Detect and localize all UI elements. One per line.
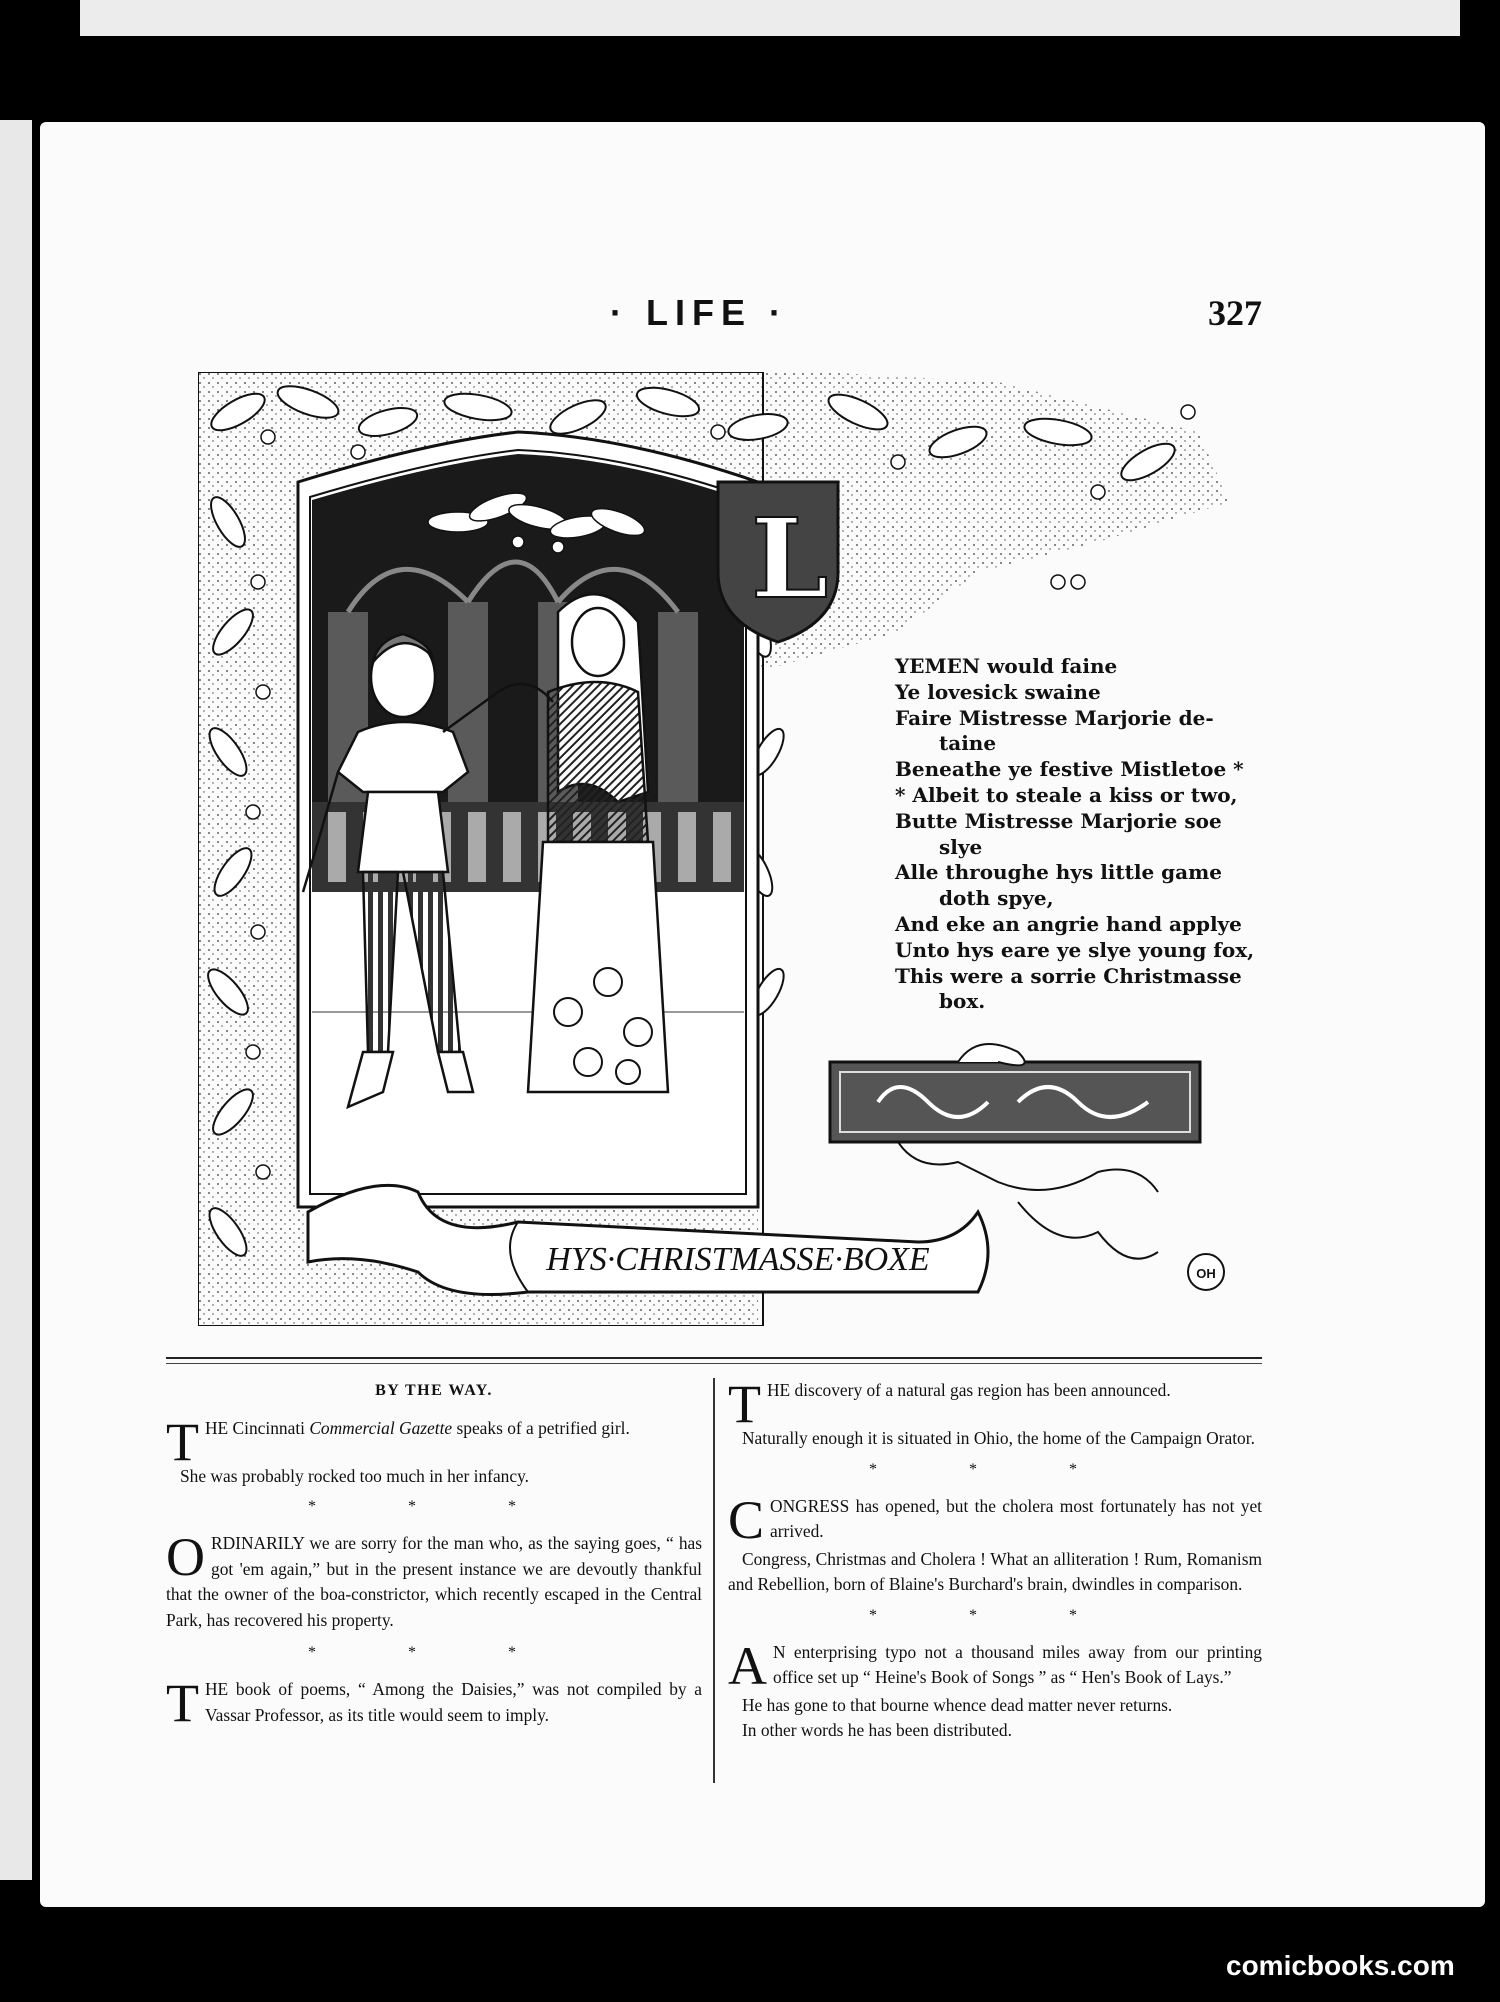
banner-text: HYS·CHRISTMASSE·BOXE xyxy=(546,1241,930,1278)
paragraph xyxy=(166,1416,702,1442)
paragraph: HE discovery of a natural gas region has been announced. xyxy=(767,1380,1171,1400)
drop-cap: C xyxy=(728,1489,765,1550)
article-item xyxy=(728,1635,1262,1744)
verse xyxy=(895,654,1255,1015)
running-title: · LIFE · xyxy=(610,292,788,333)
verse-line: taine xyxy=(939,731,997,756)
paragraph-text: HE Cincinnati xyxy=(205,1417,310,1438)
verse-line: box. xyxy=(939,989,986,1014)
paragraph: She was probably rocked too much in her infancy. xyxy=(180,1465,530,1486)
scan-left-page-edge xyxy=(0,120,32,1880)
paragraph: ONGRESS has opened, but the cholera most fortunately has not yet arrived. xyxy=(770,1495,1262,1541)
column-left xyxy=(166,1378,702,1733)
drop-cap: O xyxy=(166,1527,205,1587)
article-item xyxy=(166,1673,702,1733)
paragraph: HE book of poems, “ Among the Daisies,” was not compiled by a Vassar Professor, as its title would seem to imply. xyxy=(205,1679,702,1725)
drop-cap: T xyxy=(166,1411,199,1472)
section-divider-thin xyxy=(166,1363,1262,1364)
separator-asterisks: * * * xyxy=(308,1644,560,1661)
paragraph: He has gone to that bourne whence dead matter never returns. xyxy=(742,1694,1173,1715)
verse-line: Ye lovesick swaine xyxy=(895,679,1101,704)
drop-cap: T xyxy=(728,1374,761,1434)
article-item xyxy=(166,1411,702,1490)
column-divider xyxy=(713,1378,715,1783)
shield-emblem xyxy=(718,482,838,642)
paragraph: N enterprising typo not a thousand miles away from our printing office set up “ Heine's Book of Songs ” as “ Hen's Book of Lays.” xyxy=(773,1641,1262,1687)
column-right xyxy=(728,1374,1262,1744)
drop-cap: A xyxy=(728,1635,767,1696)
article-item xyxy=(728,1489,1262,1598)
verse-line: slye xyxy=(939,834,983,859)
verse-line: YEMEN would faine xyxy=(895,654,1118,678)
separator-asterisks: * * * xyxy=(869,1460,1121,1478)
scan-top-edge xyxy=(80,0,1460,36)
watermark: comicbooks.com xyxy=(1226,1950,1455,1981)
page-number: 327 xyxy=(1208,293,1262,333)
drop-cap: T xyxy=(166,1673,199,1733)
separator-asterisks: * * * xyxy=(869,1606,1121,1624)
article-item xyxy=(728,1374,1262,1452)
shield-initial: L xyxy=(751,494,829,623)
paragraph: RDINARILY we are sorry for the man who, as the saying goes, “ has got 'em again,” but in the present instance we are devoutly thankful that the owner of the boa-constrictor, which recently escaped in the Central Park, has recovered his property. xyxy=(166,1533,702,1630)
verse-line: doth spye, xyxy=(939,886,1054,911)
verse-line: Butte Mistresse Marjorie soe xyxy=(895,808,1222,833)
paragraph: Naturally enough it is situated in Ohio, the home of the Campaign Orator. xyxy=(742,1428,1255,1448)
verse-line: This were a sorrie Christmasse xyxy=(895,963,1242,988)
column-heading: BY THE WAY. xyxy=(375,1382,493,1399)
article-item xyxy=(166,1527,702,1635)
verse-line: Unto hys eare ye slye young fox, xyxy=(895,937,1255,962)
signature-text: OH xyxy=(1196,1266,1216,1281)
paragraph: In other words he has been distributed. xyxy=(742,1720,1012,1740)
verse-line: Faire Mistresse Marjorie de- xyxy=(895,705,1214,730)
verse-line: * Albeit to steale a kiss or two, xyxy=(895,782,1238,807)
publication-name: Commercial Gazette xyxy=(309,1417,453,1438)
paragraph: Congress, Christmas and Cholera ! What an alliteration ! Rum, Romanism and Rebellion, born of Blaine's Burchard's brain, dwindles in comparison. xyxy=(728,1548,1262,1594)
ornamental-plaque xyxy=(830,1062,1200,1142)
verse-line: Alle throughe hys little game xyxy=(895,860,1222,885)
verse-line: Beneathe ye festive Mistletoe * xyxy=(895,757,1244,782)
separator-asterisks: * * * xyxy=(308,1498,560,1515)
paragraph-text: speaks of a petrified girl. xyxy=(452,1417,630,1438)
verse-line: And eke an angrie hand applye xyxy=(895,911,1242,936)
section-divider xyxy=(166,1357,1262,1359)
